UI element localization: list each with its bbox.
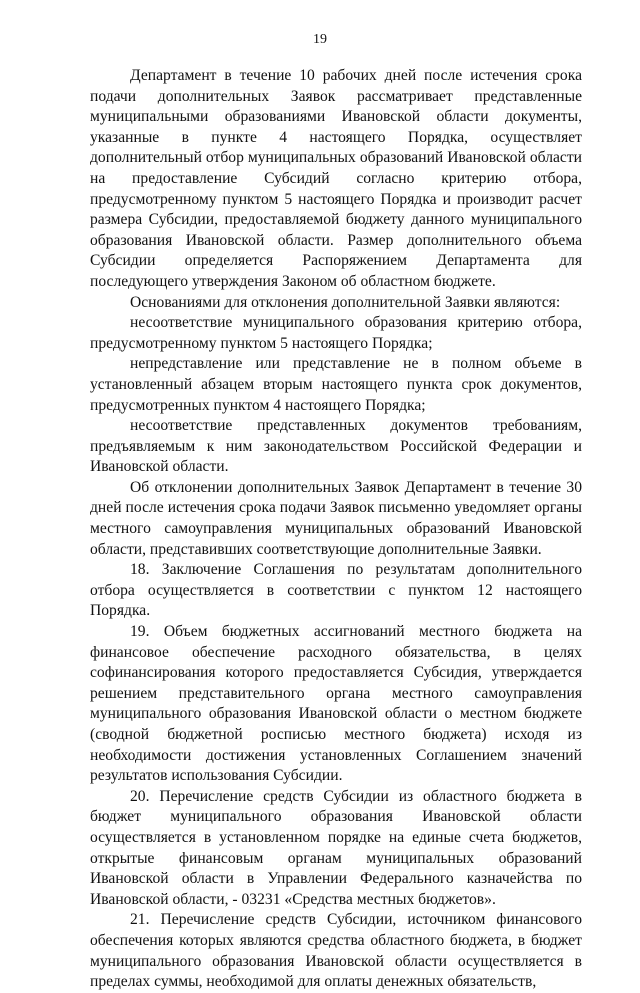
paragraph-item-18: 18. Заключение Соглашения по результатам дополнительного отбора осуществляется в соответствии с пунктом 12 настоящего Порядка. bbox=[90, 561, 582, 620]
paragraph-rejection-criterion: несоответствие муниципального образования критерию отбора, предусмотренному пунктом 5 настоящего Порядка; bbox=[90, 314, 582, 352]
document-body bbox=[90, 66, 582, 993]
paragraph-item-21: 21. Перечисление средств Субсидии, источником финансового обеспечения которых являются средства областного бюджета, в бюджет муниципального образования Ивановской области осуществляется в пределах суммы, необходимой для оплаты денежных обязательств, bbox=[90, 911, 582, 991]
paragraph-item-20: 20. Перечисление средств Субсидии из областного бюджета в бюджет муниципального образования Ивановской области осуществляется в установленном порядке на единые счета бюджетов, открытые финансовым органам муниципальных образований Ивановской области в Управлении Федерального казначейства по Ивановской области, - 03231 «Средства местных бюджетов». bbox=[90, 787, 582, 908]
paragraph-department-review: Департамент в течение 10 рабочих дней после истечения срока подачи дополнительных Заявок рассматривает представленные муниципальными образованиями Ивановской области документы, указанные в пункте 4 настоящего Порядка, осуществляет дополнительный отбор муниципальных образований Ивановской области на предоставление Субсидий согласно критерию отбора, предусмотренному пунктом 5 настоящего Порядка и производит расчет размера Субсидии, предоставляемой бюджету данного муниципального образования Ивановской области. Размер дополнительного объема Субсидии определяется Распоряжением Департамента для последующего утверждения Законом об областном бюджете. bbox=[90, 67, 582, 290]
paragraph-rejection-grounds-heading: Основаниями для отклонения дополнительной Заявки являются: bbox=[130, 293, 561, 311]
paragraph-rejection-requirements: несоответствие представленных документов требованиям, предъявляемым к ним законодательством Российской Федерации и Ивановской области. bbox=[90, 417, 582, 476]
paragraph-rejection-documents: непредставление или представление не в полном объеме в установленный абзацем вторым настоящего пункта срок документов, предусмотренных пунктом 4 настоящего Порядка; bbox=[90, 355, 582, 414]
page-number: 19 bbox=[313, 32, 327, 47]
paragraph-item-19: 19. Объем бюджетных ассигнований местного бюджета на финансовое обеспечение расходного обязательства, в целях софинансирования которого предоставляется Субсидия, утверждается решением представительного органа местного самоуправления муниципального образования Ивановской области о местном бюджете (сводной бюджетной росписью местного бюджета) исходя из необходимости достижения установленных Соглашением значений результатов использования Субсидии. bbox=[90, 623, 582, 785]
paragraph-rejection-notice: Об отклонении дополнительных Заявок Департамент в течение 30 дней после истечения срока подачи Заявок письменно уведомляет органы местного самоуправления муниципальных образований Ивановской области, представивших соответствующие дополнительные Заявки. bbox=[90, 478, 582, 558]
